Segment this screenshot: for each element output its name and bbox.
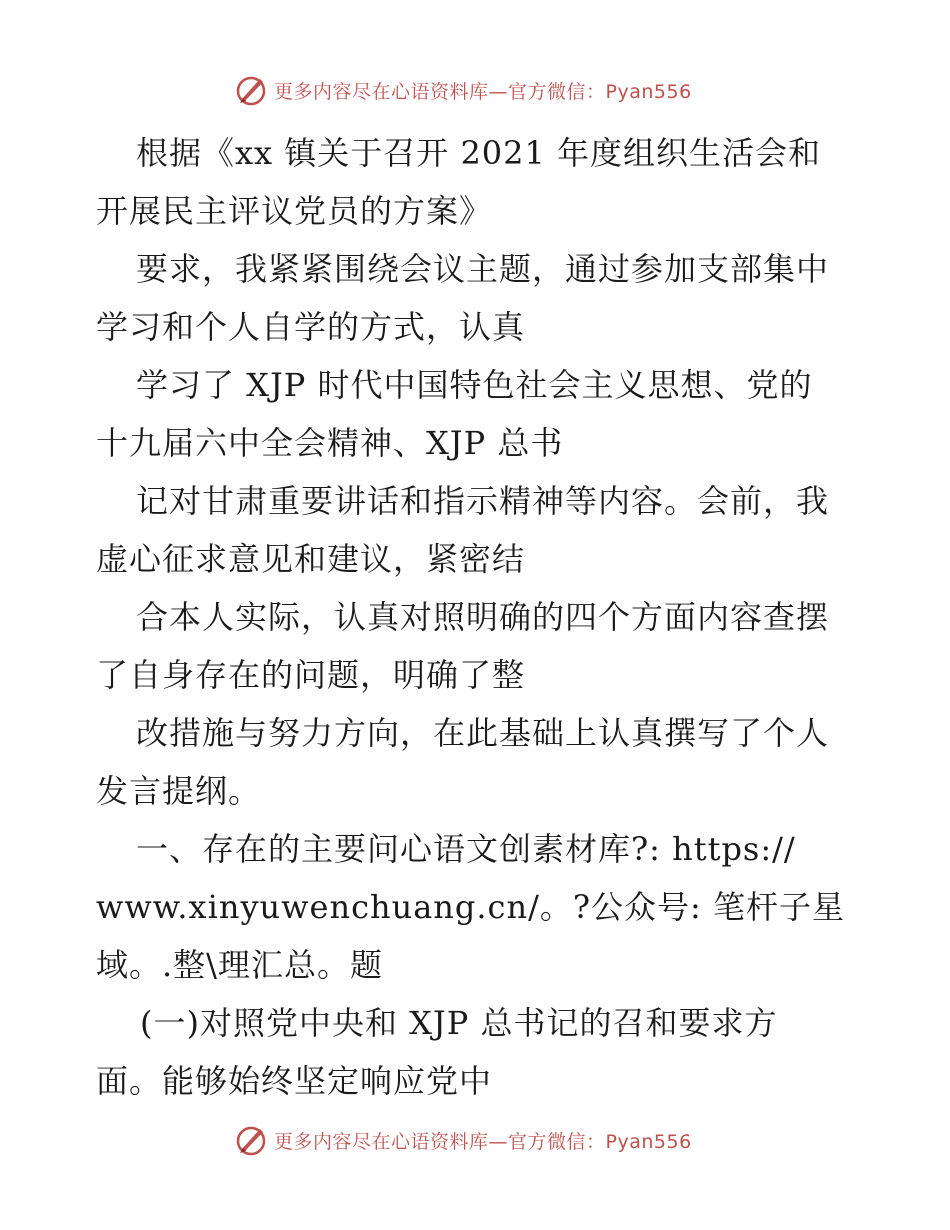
paragraph-line: 开展民主评议党员的方案》 (96, 192, 493, 230)
subsection-heading-line: (一)对照党中央和 XJP 总书记的召和要求方 (140, 1004, 778, 1042)
paragraph-line: 根据《xx 镇关于召开 2021 年度组织生活会和 (136, 134, 822, 172)
url-line: www.xinyuwenchuang.cn/。?公众号: 笔杆子星 (96, 888, 845, 926)
quill-pen-circle-icon (234, 73, 268, 107)
paragraph-line: 学习和个人自学的方式，认真 (96, 308, 526, 346)
footer-banner (234, 1122, 692, 1158)
header-banner (234, 72, 692, 108)
document-body (96, 124, 856, 1110)
paragraph-line: 域。.整\理汇总。题 (96, 946, 383, 984)
quill-pen-circle-icon (234, 1123, 268, 1157)
paragraph-line: 虚心征求意见和建议，紧密结 (96, 540, 526, 578)
paragraph-line: 要求，我紧紧围绕会议主题，通过参加支部集中 (136, 250, 830, 288)
paragraph-line: 学习了 XJP 时代中国特色社会主义思想、党的 (136, 366, 813, 404)
header-banner-text: 更多内容尽在心语资料库—官方微信：Pyan556 (274, 80, 692, 103)
paragraph-line: 改措施与努力方向，在此基础上认真撰写了个人 (136, 714, 830, 752)
paragraph-line: 发言提纲。 (96, 772, 262, 810)
section-heading-line: 一、存在的主要问心语文创素材库?: https:// (136, 830, 796, 868)
paragraph-line: 记对甘肃重要讲话和指示精神等内容。会前，我 (136, 482, 830, 520)
paragraph-line: 了自身存在的问题，明确了整 (96, 656, 526, 694)
footer-banner-text: 更多内容尽在心语资料库—官方微信：Pyan556 (274, 1130, 692, 1153)
paragraph-line: 十九届六中全会精神、XJP 总书 (96, 424, 564, 462)
paragraph-line: 合本人实际，认真对照明确的四个方面内容查摆 (136, 598, 830, 636)
paragraph-line: 面。能够始终坚定响应党中 (96, 1062, 493, 1100)
